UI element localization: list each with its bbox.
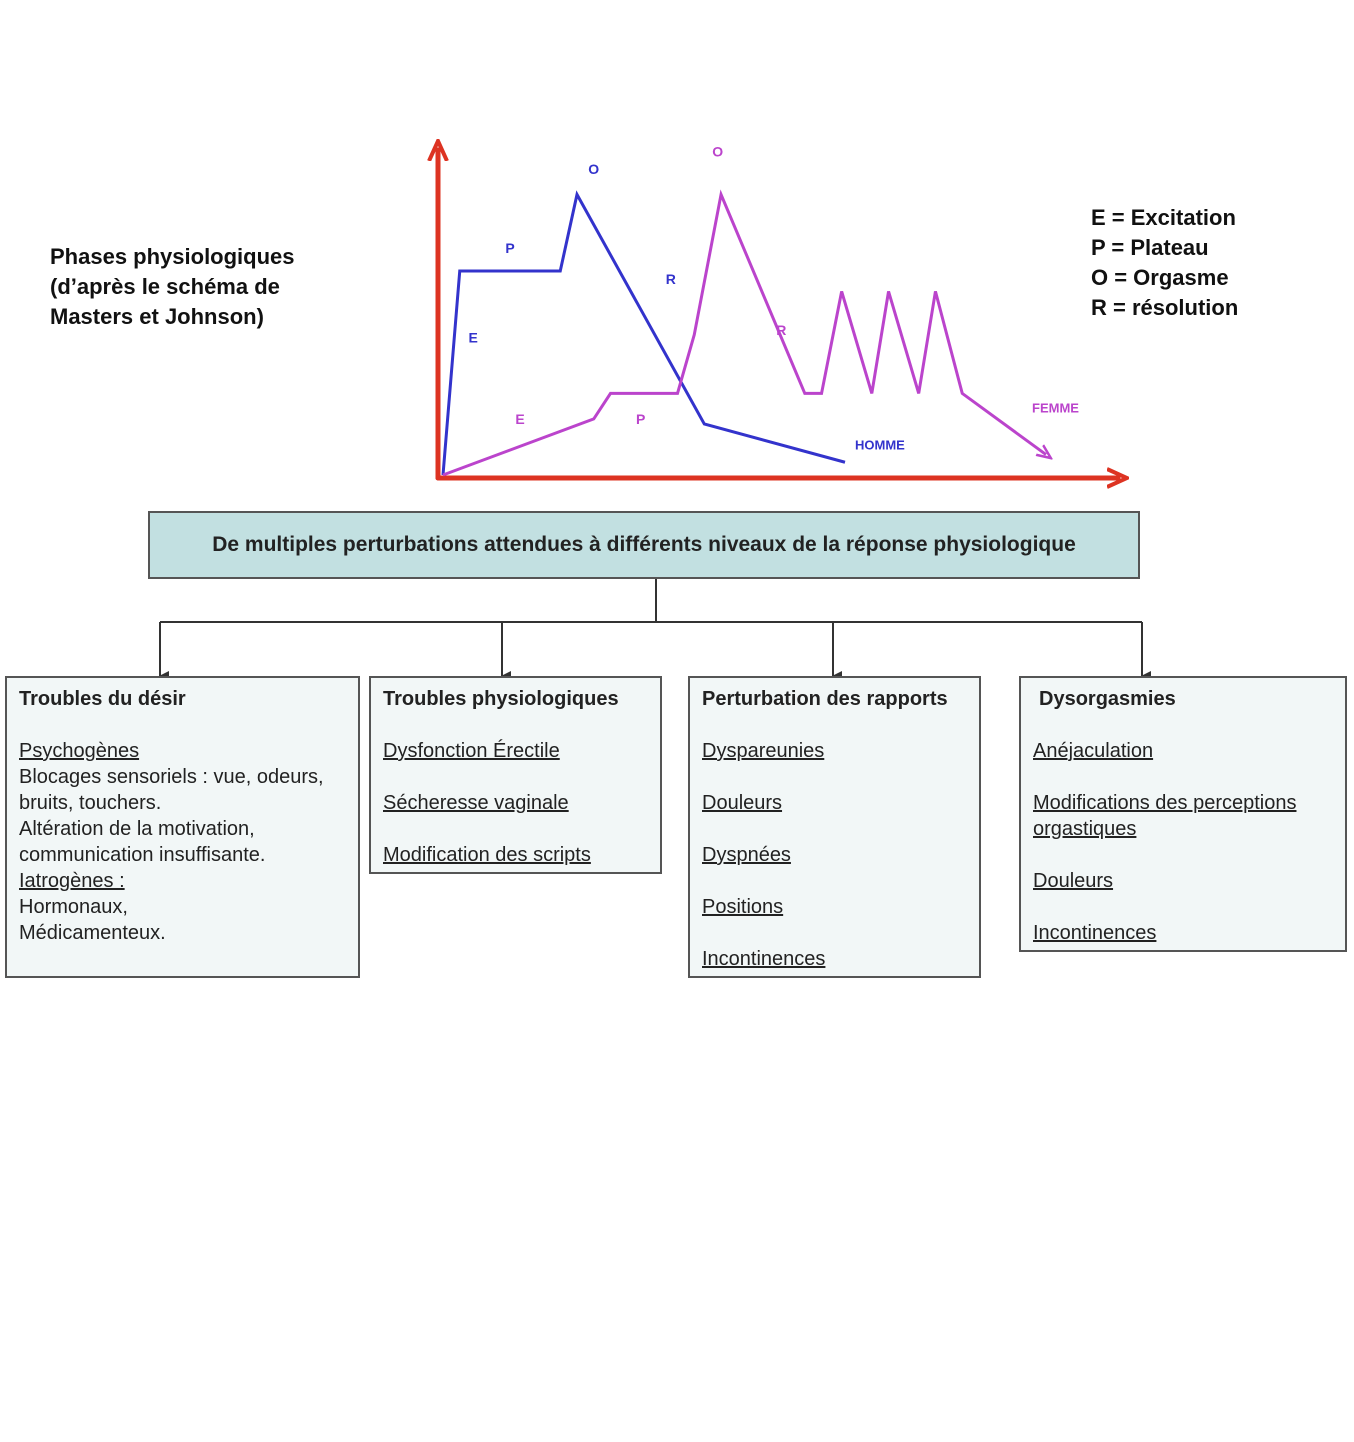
tree-connectors bbox=[0, 0, 1354, 690]
phases-title-line: Phases physiologiques bbox=[50, 244, 295, 269]
phase-label: O bbox=[712, 143, 724, 160]
category-title: Dysorgasmies bbox=[1039, 688, 1176, 710]
category-item: Dysfonction Érectile bbox=[383, 740, 560, 762]
category-item: Incontinences bbox=[702, 948, 826, 970]
category-item: Douleurs bbox=[702, 792, 783, 814]
category-troubles-physiologiques bbox=[369, 676, 662, 874]
category-item: Modifications des perceptions orgastiques bbox=[1033, 792, 1297, 840]
legend-entry-plateau: P = Plateau bbox=[1091, 235, 1209, 260]
phase-label: O bbox=[588, 161, 600, 178]
category-item: Douleurs bbox=[1033, 870, 1114, 892]
phase-label: E bbox=[515, 411, 525, 427]
category-perturbation-rapports bbox=[688, 676, 981, 978]
category-item: Incontinences bbox=[1033, 922, 1157, 944]
phases-title-line: Masters et Johnson) bbox=[50, 304, 264, 329]
category-item: Dyspareunies bbox=[702, 740, 825, 762]
category-line: Iatrogènes : bbox=[19, 870, 125, 892]
category-line: Blocages sensoriels : vue, odeurs, bbox=[19, 766, 324, 788]
category-title: Troubles du désir bbox=[19, 688, 186, 710]
series-label-femme: FEMME bbox=[1032, 400, 1079, 416]
legend-entry-resolution: R = résolution bbox=[1091, 295, 1239, 320]
category-title: Perturbation des rapports bbox=[702, 688, 948, 710]
legend-entry-orgasme: O = Orgasme bbox=[1091, 265, 1229, 290]
category-line: Altération de la motivation, bbox=[19, 818, 255, 840]
phase-label: E bbox=[468, 329, 478, 346]
phase-label: R bbox=[776, 321, 787, 338]
category-line: Hormonaux, bbox=[19, 896, 128, 918]
category-troubles-desir bbox=[5, 676, 360, 978]
legend-entry-excitation: E = Excitation bbox=[1091, 205, 1236, 230]
phase-label: R bbox=[665, 270, 676, 287]
category-item: Dyspnées bbox=[702, 844, 791, 866]
phases-title-line: (d’après le schéma de bbox=[50, 274, 280, 299]
category-item: Modification des scripts bbox=[383, 844, 591, 866]
category-line: Médicamenteux. bbox=[19, 922, 166, 944]
main-perturbations-box: De multiples perturbations attendues à différents niveaux de la réponse physiologique bbox=[148, 511, 1140, 579]
category-item: Positions bbox=[702, 896, 784, 918]
category-dysorgasmies bbox=[1019, 676, 1347, 952]
category-item: Sécheresse vaginale bbox=[383, 792, 569, 814]
category-line: bruits, touchers. bbox=[19, 792, 162, 814]
category-title: Troubles physiologiques bbox=[383, 688, 619, 710]
category-line: communication insuffisante. bbox=[19, 844, 266, 866]
series-label-homme: HOMME bbox=[855, 437, 905, 453]
phase-label: P bbox=[505, 240, 515, 257]
category-line: Psychogènes bbox=[19, 740, 140, 762]
phase-label: P bbox=[635, 411, 646, 427]
category-item: Anéjaculation bbox=[1033, 740, 1154, 762]
